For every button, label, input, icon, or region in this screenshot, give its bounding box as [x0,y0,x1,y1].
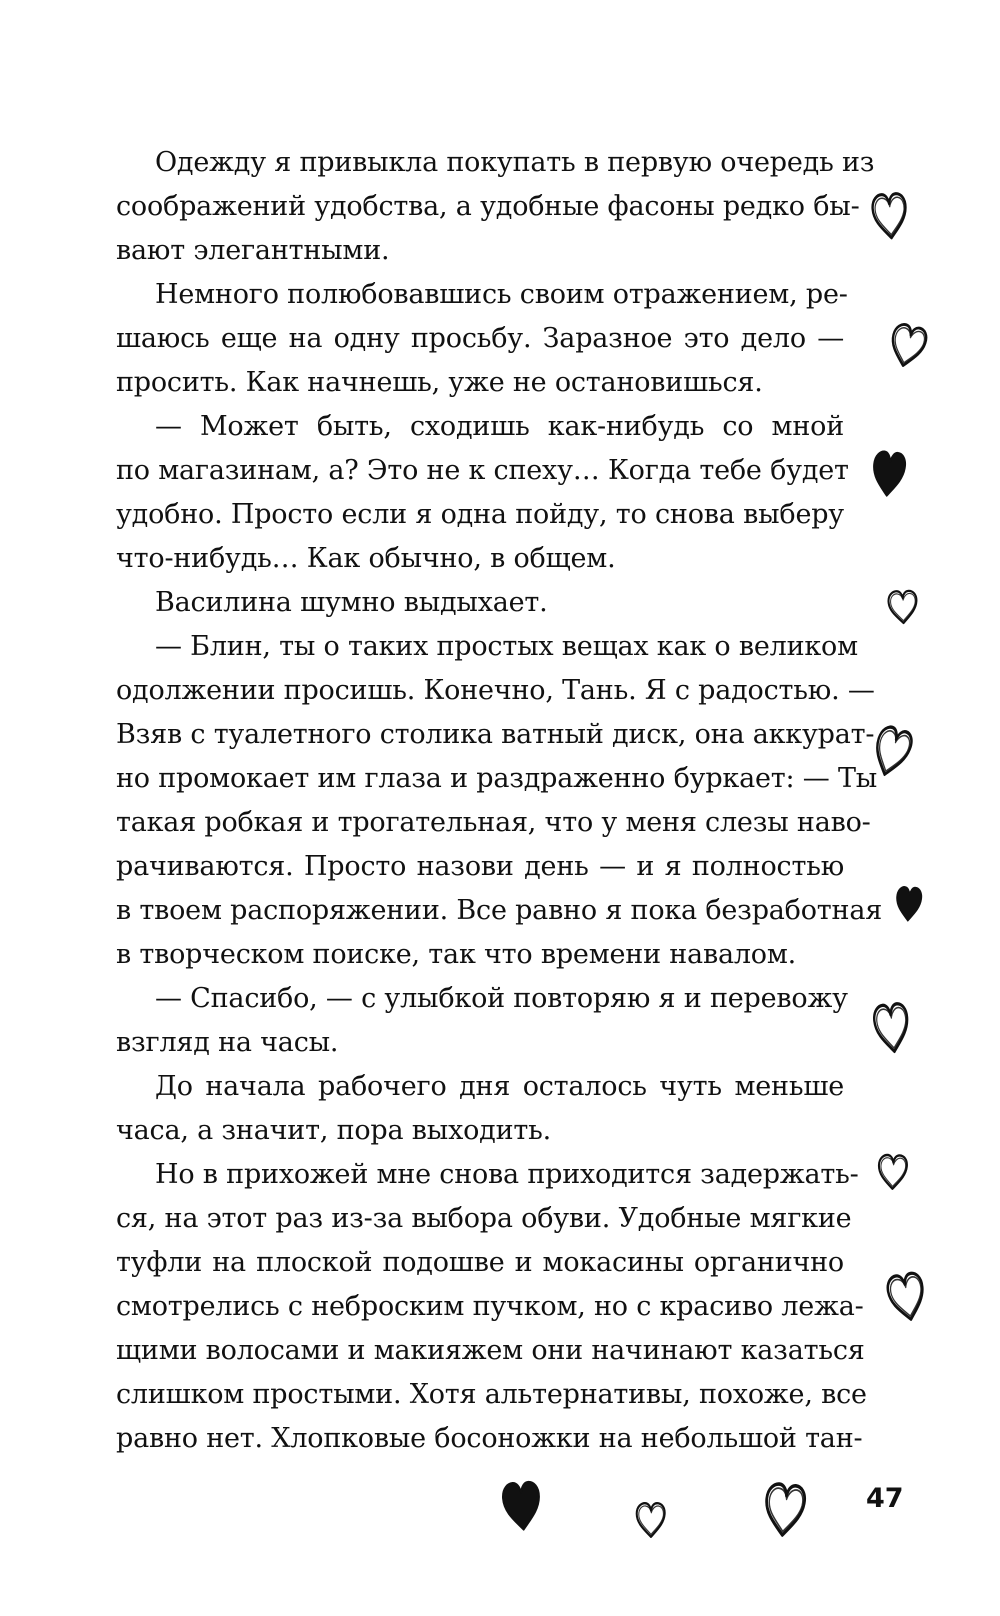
heart-outline-icon [875,1151,910,1192]
heart-filled-icon [893,883,926,925]
heart-filled-icon [498,1477,546,1536]
text-line: удобно. Просто если я одна пойду, то снова выберу [116,499,844,530]
text-line: просить. Как начнешь, уже не остановишься. [116,367,763,398]
text-line: Василина шумно выдыхает. [155,587,548,618]
heart-filled-icon [867,446,910,502]
page-number: 47 [866,1483,904,1514]
heart-outline-icon [883,318,933,374]
text-line: смотрелись с неброским пучком, но с красиво лежа- [116,1291,864,1322]
text-line: одолжении просишь. Конечно, Тань. Я с радостью. — [116,675,875,706]
text-line: такая робкая и трогательная, что у меня слезы наво- [116,807,871,838]
text-line: соображений удобства, а удобные фасоны редко бы- [116,191,860,222]
heart-outline-icon [882,1267,933,1327]
text-line: но промокает им глаза и раздраженно буркает: — Ты [116,763,878,794]
text-line: часа, а значит, пора выходить. [116,1115,552,1146]
text-line: туфли на плоской подошве и мокасины органично [116,1247,844,1278]
body-text [116,141,883,1461]
text-line: — Спасибо, — с улыбкой повторяю я и перевожу [155,983,848,1014]
text-line: Одежду я привыкла покупать в первую очередь из [155,147,875,178]
heart-outline-icon [868,189,912,244]
text-line: — Может быть, сходишь как-нибудь со мной [155,411,844,442]
text-line: по магазинам, а? Это не к спеху… Когда тебе будет [116,455,849,486]
text-line: что-нибудь… Как обычно, в общем. [116,543,616,574]
text-line: — Блин, ты о таких простых вещах как о великом [155,631,858,662]
text-line: Немного полюбовавшись своим отражением, ре- [155,279,848,310]
heart-outline-icon [634,1500,668,1540]
text-line: в творческом поиске, так что времени навалом. [116,939,797,970]
text-line: в твоем распоряжении. Все равно я пока безработная [116,895,883,926]
text-line: До начала рабочего дня осталось чуть меньше [155,1071,844,1102]
text-line: равно нет. Хлопковые босоножки на небольшой тан- [116,1423,863,1454]
text-line: слишком простыми. Хотя альтернативы, похоже, все [116,1379,867,1410]
heart-outline-icon [885,587,920,626]
text-line: Взяв с туалетного столика ватный диск, она аккурат- [116,719,875,750]
text-line: ся, на этот раз из-за выбора обуви. Удобные мягкие [116,1203,852,1234]
text-line: взгляд на часы. [116,1027,339,1058]
text-line: рачиваются. Просто назови день — и я полностью [116,851,844,882]
text-line: щими волосами и макияжем они начинают казаться [116,1335,865,1366]
text-line: шаюсь еще на одну просьбу. Заразное это дело — [116,323,844,354]
heart-outline-icon [759,1478,811,1542]
text-line: Но в прихожей мне снова приходится задержать- [155,1159,859,1190]
heart-outline-icon [869,998,915,1058]
text-line: вают элегантными. [116,235,390,266]
